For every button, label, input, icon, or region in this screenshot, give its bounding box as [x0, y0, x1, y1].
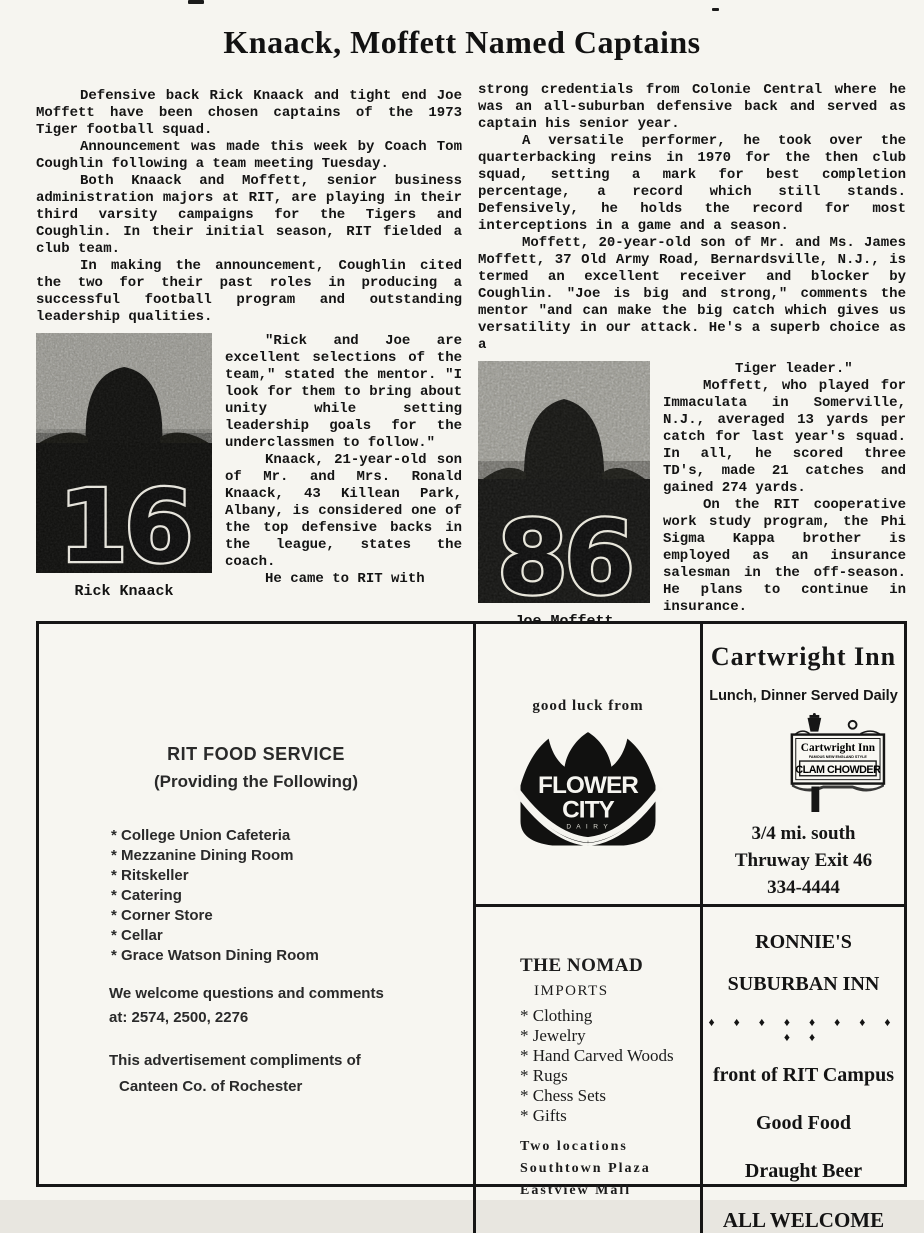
paragraph: Moffett, who played for Immaculata in Somerville, N.J., averaged 13 yards per catch for last year's squad. In all, he scored three TD's, made 21 catches and gained 274 yards.: [663, 378, 906, 496]
list-item: * Corner Store: [111, 907, 213, 924]
logo-text: FLOWER: [538, 772, 638, 799]
list-item: * Gifts: [520, 1106, 567, 1125]
ad-title: RONNIE'S: [755, 931, 852, 953]
list-item: * Grace Watson Dining Room: [111, 947, 319, 964]
ad-subtitle: IMPORTS: [534, 983, 609, 999]
list-item: * Mezzanine Dining Room: [111, 847, 294, 864]
paragraph: In making the announcement, Coughlin cited the two for their past roles in producing a successful football program and outstanding leadership qualities.: [36, 258, 462, 325]
ad-line: ALL WELCOME: [722, 1208, 885, 1232]
jersey-number: 86: [497, 499, 631, 618]
player-photo-16: [36, 333, 212, 600]
ad-title-2: SUBURBAN INN: [727, 973, 880, 995]
clam-chowder-sign: [774, 714, 892, 812]
list-item: * Rugs: [520, 1066, 568, 1085]
article-column-right: [478, 82, 906, 630]
paragraph: Defensive back Rick Knaack and tight end Joe Moffett have been chosen captains of the 1973 Tiger football squad.: [36, 88, 462, 138]
photo-caption: Rick Knaack: [74, 583, 174, 600]
list-item: * Hand Carved Woods: [520, 1046, 674, 1065]
ad-line: front of RIT Campus: [713, 1064, 894, 1086]
ad-title: RIT FOOD SERVICE: [167, 744, 345, 764]
ad-line: Good Food: [755, 1112, 852, 1134]
player-photo-86: [478, 361, 650, 630]
jersey-number: 16: [58, 468, 190, 585]
scan-artifact: [188, 0, 204, 4]
page-title: Knaack, Moffett Named Captains: [223, 24, 701, 60]
paragraph: "Rick and Joe are excellent selections of the team," stated the mentor. "I look for them to bring about unity while setting leadership goals for the underclassmen to follow.": [225, 333, 462, 451]
locations: Two locations Southtown Plaza Eastview Mall: [520, 1139, 651, 1198]
list-item: * Cellar: [111, 927, 163, 944]
ad-subtitle: (Providing the Following): [154, 772, 358, 791]
logo-text: D A I R Y: [566, 823, 610, 831]
sign-text: FAMOUS NEW ENGLAND STYLE: [808, 755, 867, 760]
paragraph: He came to RIT with: [265, 571, 425, 587]
photo-block-rick-knaack: [36, 333, 212, 600]
photo-block-joe-moffett: [478, 361, 650, 630]
paragraph: Both Knaack and Moffett, senior business administration majors at RIT, are playing in their third varsity campaigns for the Tigers and Coughlin. In their initial season, RIT fielded a club team.: [36, 173, 462, 257]
list-item: * Catering: [111, 887, 182, 904]
paragraph: Knaack, 21-year-old son of Mr. and Mrs. Ronald Knaack, 43 Killean Park, Albany, is considered one of the top defensive backs in the league, states the coach.: [225, 452, 462, 570]
halftone-photo: [478, 361, 650, 618]
ad-subtitle: Lunch, Dinner Served Daily: [709, 688, 898, 704]
ad-tagline: good luck from: [532, 698, 644, 714]
sign-text: Cartwright Inn: [800, 742, 875, 755]
ad-ronnies-suburban-inn: [700, 904, 904, 1233]
list-item: * College Union Cafeteria: [111, 827, 291, 844]
list-item: * Chess Sets: [520, 1086, 606, 1105]
list-item: * Clothing: [520, 1006, 593, 1025]
paragraph: Moffett, 20-year-old son of Mr. and Ms. James Moffett, 37 Old Army Road, Bernardsville, N.J., is termed an excellent receiver and blocker by Coughlin. "Joe is big and strong," comments the mentor "and can make the big catch which gives us versatility in our attack. He's a superb choice as a: [478, 235, 906, 353]
paragraph: Tiger leader.": [735, 361, 853, 377]
import-list: [520, 1006, 700, 1126]
article-column-left: [36, 88, 462, 600]
ad-rit-food-service: [39, 624, 473, 1233]
contact-info: We welcome questions and comments at: 2574, 2500, 2276: [109, 985, 384, 1026]
sign-text: CLAM CHOWDER: [795, 763, 881, 776]
ad-the-nomad: [473, 904, 700, 1233]
ad-flower-city: [473, 624, 700, 904]
halftone-photo: [36, 333, 212, 585]
wrapped-text: [225, 333, 462, 600]
photo-row: [36, 333, 462, 600]
paragraph: A versatile performer, he took over the quarterbacking reins in 1970 for the then club squad, setting a mark for best completion percentage, a record which still stands. Defensively, he holds the record for most interceptions in a game and a season.: [478, 133, 906, 234]
paragraph: Announcement was made this week by Coach Tom Coughlin following a team meeting Tuesday.: [36, 139, 462, 172]
ad-line: Draught Beer: [744, 1160, 863, 1182]
ad-title: THE NOMAD: [520, 955, 644, 976]
ad-title: Cartwright Inn: [710, 642, 897, 671]
diamond-divider: ♦ ♦ ♦ ♦ ♦ ♦ ♦ ♦ ♦ ♦: [708, 1015, 899, 1044]
flower-city-logo: [513, 729, 663, 857]
photo-row: [478, 361, 906, 630]
paragraph: strong credentials from Colonie Central where he was an all-suburban defensive back and served as captain his senior year.: [478, 82, 906, 132]
logo-text: CITY: [562, 796, 614, 824]
service-list: [39, 826, 473, 966]
wrapped-text: [663, 361, 906, 630]
ad-address: 3/4 mi. south Thruway Exit 46 334-4444: [734, 823, 873, 898]
scan-artifact: [712, 8, 719, 11]
list-item: * Jewelry: [520, 1026, 586, 1045]
advertisements-section: [36, 621, 907, 1232]
ad-credit: This advertisement compliments of Canteen Co. of Rochester: [109, 1052, 361, 1095]
list-item: * Ritskeller: [111, 867, 189, 884]
ad-cartwright-inn: [700, 624, 904, 904]
paragraph: On the RIT cooperative work study program, the Phi Sigma Kappa brother is employed as an insurance salesman in the off-season. He plans to continue in insurance.: [663, 497, 906, 615]
